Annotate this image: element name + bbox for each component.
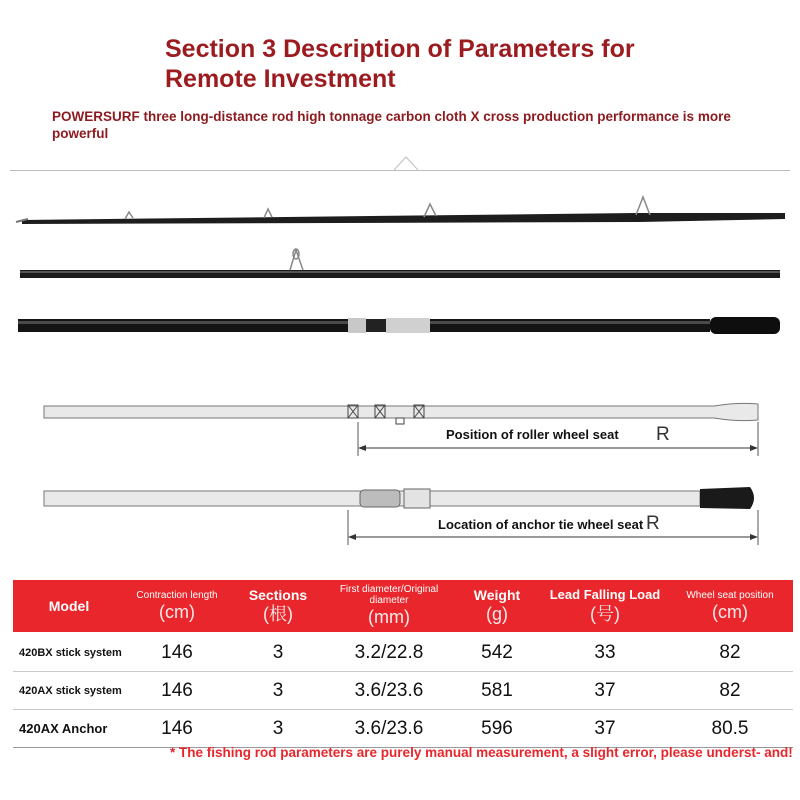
cell-seat: 82 — [667, 633, 793, 672]
cell-model: 420AX stick system — [13, 672, 125, 710]
title-line-2: Remote Investment — [165, 65, 396, 93]
cell-weight: 542 — [451, 633, 543, 672]
table-header-row — [13, 580, 793, 633]
header-sections: Sections (根) — [229, 580, 327, 633]
cell-sections: 3 — [229, 633, 327, 672]
rod-middle-section — [20, 249, 780, 278]
parameters-table — [13, 580, 793, 748]
cell-diameter: 3.6/23.6 — [327, 710, 451, 748]
roller-seat-label: Position of roller wheel seat — [446, 427, 619, 442]
cell-sections: 3 — [229, 672, 327, 710]
footnote: * The fishing rod parameters are purely manual measurement, a slight error, please underst- and! — [170, 745, 793, 760]
cell-length: 146 — [125, 710, 229, 748]
header-contraction-length: Contraction length (cm) — [125, 580, 229, 633]
rod-tip-section — [16, 197, 785, 224]
cell-model: 420BX stick system — [13, 633, 125, 672]
table-row — [13, 633, 793, 672]
cell-diameter: 3.6/23.6 — [327, 672, 451, 710]
cell-load: 37 — [543, 672, 667, 710]
cell-seat: 80.5 — [667, 710, 793, 748]
cell-length: 146 — [125, 672, 229, 710]
header-diameter: First diameter/Original diameter (mm) — [327, 580, 451, 633]
header-wheel-seat-position: Wheel seat position (cm) — [667, 580, 793, 633]
cell-load: 33 — [543, 633, 667, 672]
cell-diameter: 3.2/22.8 — [327, 633, 451, 672]
anchor-seat-label: Location of anchor tie wheel seat — [438, 517, 644, 532]
cell-length: 146 — [125, 633, 229, 672]
cell-weight: 581 — [451, 672, 543, 710]
cell-load: 37 — [543, 710, 667, 748]
table-row — [13, 710, 793, 748]
rod-sections-image — [0, 185, 800, 350]
page-subtitle: POWERSURF three long-distance rod high tonnage carbon cloth X cross production performance is more powerful — [52, 109, 731, 141]
divider-notch — [394, 155, 418, 172]
page-title — [165, 34, 765, 94]
table-row — [13, 672, 793, 710]
roller-seat-mark: R — [656, 424, 670, 445]
anchor-seat-mark: R — [646, 513, 660, 534]
cell-sections: 3 — [229, 710, 327, 748]
cell-seat: 82 — [667, 672, 793, 710]
title-line-1: Section 3 Description of Parameters for — [165, 35, 635, 63]
cell-model: 420AX Anchor — [13, 710, 125, 748]
header-weight: Weight (g) — [451, 580, 543, 633]
wheel-seat-diagrams — [0, 395, 800, 550]
cell-weight: 596 — [451, 710, 543, 748]
header-model: Model — [13, 580, 125, 633]
roller-seat-rod-outline — [44, 403, 758, 456]
header-lead-falling-load: Lead Falling Load (号) — [543, 580, 667, 633]
rod-butt-section — [18, 317, 780, 334]
